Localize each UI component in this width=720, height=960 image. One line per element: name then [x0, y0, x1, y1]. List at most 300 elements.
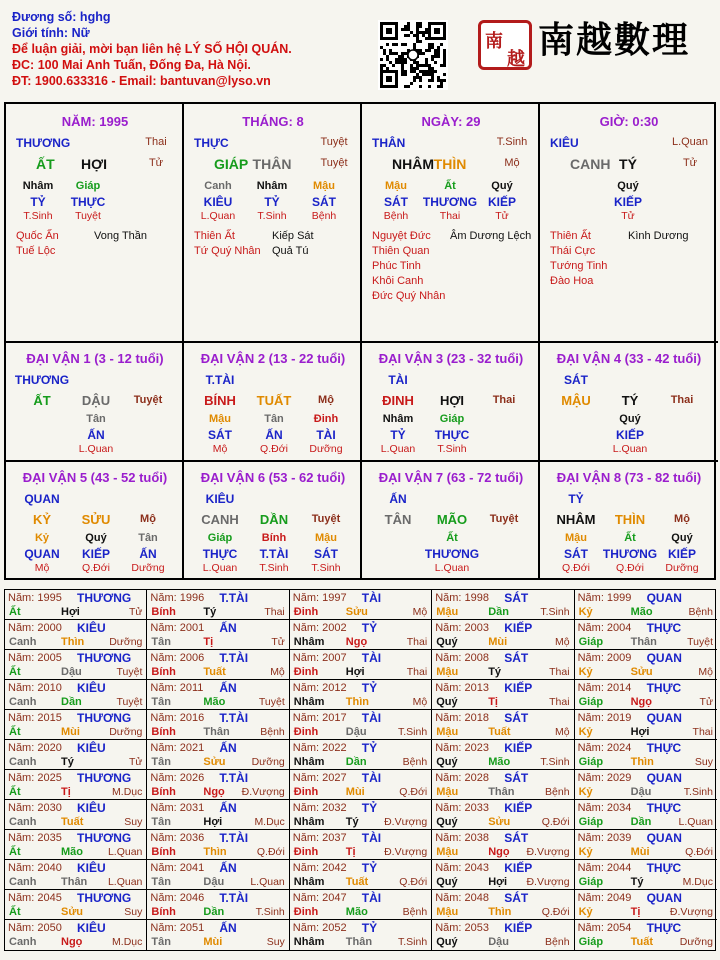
year-stem: Nhâm — [293, 696, 325, 708]
year-stem: Bính — [151, 846, 176, 858]
year-branch: Tị — [345, 846, 356, 858]
year-label: Năm: 2043 — [435, 862, 489, 874]
hidden-stem-stem: Tân — [138, 532, 158, 544]
heavenly-stem: BÍNH — [204, 393, 236, 408]
year-label: Năm: 2033 — [435, 802, 489, 814]
year-branch: Ngọ — [630, 696, 652, 708]
year-label: Năm: 1999 — [577, 592, 632, 604]
year-branch: Sửu — [630, 666, 653, 678]
hidden-stem-god: T.TÀI — [259, 547, 289, 561]
year-stage: Dưỡng — [109, 726, 143, 738]
year-cell — [432, 620, 574, 650]
year-ten-god: TÀI — [361, 651, 382, 665]
year-stem: Canh — [9, 876, 37, 888]
stage-label: Thai — [670, 394, 694, 406]
year-stem: Kỷ — [578, 606, 593, 618]
year-cell — [147, 860, 289, 890]
year-cell — [575, 770, 717, 800]
year-stage: Q.Đới — [685, 846, 713, 858]
year-label: Năm: 2046 — [150, 892, 205, 904]
year-branch: Dậu — [345, 726, 367, 738]
pillar-cell — [362, 104, 540, 343]
year-label: Năm: 2011 — [150, 682, 204, 694]
year-cell — [5, 800, 147, 830]
year-stage: Q.Đới — [541, 816, 570, 828]
year-label: Năm: 2004 — [577, 622, 632, 634]
year-branch: Tý — [630, 876, 644, 888]
star-good: Tuế Lộc — [16, 245, 56, 257]
year-ten-god: T.TÀI — [219, 591, 249, 605]
year-ten-god: SÁT — [504, 831, 529, 845]
year-label: Năm: 1996 — [150, 592, 205, 604]
earthly-branch: HỢI — [439, 393, 465, 408]
year-label: Năm: 2039 — [577, 832, 632, 844]
year-ten-god: KIẾP — [504, 921, 533, 935]
year-label: Năm: 2035 — [8, 832, 62, 844]
year-stage: Q.Đới — [541, 906, 570, 918]
year-stage: Suy — [266, 936, 285, 948]
year-label: Năm: 2024 — [577, 742, 632, 754]
stage-label: Mộ — [674, 513, 690, 525]
hidden-stem-god: KIẾP — [667, 547, 697, 561]
year-stem: Quý — [436, 936, 458, 948]
hidden-stem-stem: Mậu — [385, 180, 407, 192]
hidden-stem-god: TỶ — [390, 428, 406, 442]
year-stem: Mậu — [436, 666, 459, 678]
year-stem: Kỷ — [578, 846, 593, 858]
star-good: Thái Cực — [550, 245, 596, 257]
year-cell — [290, 740, 432, 770]
year-cell — [147, 830, 289, 860]
year-branch: Dậu — [61, 666, 82, 678]
year-branch: Tý — [345, 816, 359, 828]
hidden-stem-stem: Tân — [264, 413, 284, 425]
year-label: Năm: 2020 — [8, 742, 62, 754]
year-stem: Bính — [151, 906, 176, 918]
header-line: Đương số: hghg — [12, 10, 111, 24]
year-stage: Thai — [406, 636, 428, 648]
year-stage: Suy — [124, 906, 143, 918]
year-cell — [575, 800, 717, 830]
hidden-stem-stem: Quý — [617, 180, 639, 192]
year-branch: Dậu — [203, 876, 225, 888]
logo-title: 南越數理 — [538, 19, 691, 61]
year-ten-god: SÁT — [504, 891, 529, 905]
year-ten-god: SÁT — [504, 771, 529, 785]
year-cell — [432, 920, 574, 950]
year-cell — [290, 920, 432, 950]
year-stem: Canh — [9, 636, 37, 648]
year-cell — [432, 770, 574, 800]
hidden-stem-stem: Ất — [446, 532, 458, 544]
hidden-stem-stage: Tuyệt — [75, 210, 101, 222]
year-label: Năm: 2006 — [150, 652, 205, 664]
dai-van-cell — [540, 343, 718, 462]
year-stem: Ất — [9, 846, 21, 858]
hidden-stem-stage: T.Sinh — [23, 210, 53, 222]
year-label: Năm: 2017 — [292, 712, 347, 724]
year-label: Năm: 2038 — [435, 832, 489, 844]
year-stem: Quý — [436, 696, 458, 708]
year-label: Năm: 2054 — [577, 922, 632, 934]
year-ten-god: KIẾP — [504, 861, 533, 875]
year-branch: Mão — [203, 696, 226, 708]
hidden-stem-god: THỰC — [202, 547, 238, 561]
year-branch: Thân — [203, 726, 230, 738]
hidden-stem-stem: Mậu — [209, 413, 231, 425]
star-bad: Âm Dương Lệch — [450, 230, 532, 242]
year-branch: Tị — [488, 696, 498, 708]
year-ten-god: QUAN — [646, 591, 682, 605]
hidden-stem-stem: Mậu — [313, 180, 335, 192]
year-stage: Tuyệt — [687, 636, 713, 648]
hidden-stem-stem: Giáp — [75, 180, 101, 192]
hidden-stem-stem: Ất — [444, 180, 456, 192]
year-ten-god: THƯƠNG — [77, 831, 132, 845]
earthly-branch: MÃO — [436, 512, 468, 527]
hidden-stem-god: KIẾP — [81, 547, 111, 561]
year-label: Năm: 2052 — [292, 922, 347, 934]
year-stem: Giáp — [578, 756, 604, 768]
earthly-branch: THÌN — [614, 512, 646, 527]
year-stage: Thai — [264, 606, 285, 618]
year-cell — [5, 830, 147, 860]
earthly-branch: SỬU — [81, 512, 111, 527]
star-good: Đào Hoa — [550, 275, 594, 287]
year-stage: Mộ — [698, 666, 713, 678]
year-stage: Đ.Vượng — [669, 906, 713, 918]
year-branch: Dần — [630, 816, 652, 828]
year-cell — [290, 890, 432, 920]
year-cell — [432, 680, 574, 710]
year-label: Năm: 2009 — [577, 652, 632, 664]
year-ten-god: ẤN — [219, 861, 237, 875]
star-good: Thiên Quan — [372, 245, 430, 257]
year-stem: Mậu — [436, 726, 459, 738]
ten-god: TỶ — [568, 492, 584, 506]
year-cell — [432, 590, 574, 620]
four-pillars-chart — [4, 102, 716, 580]
year-branch: Dần — [203, 906, 225, 918]
year-label: Năm: 2029 — [577, 772, 632, 784]
hidden-stem-stem: Nhâm — [22, 180, 54, 192]
year-branch: Dậu — [488, 936, 509, 948]
year-stage: Mộ — [554, 636, 570, 648]
stage-label: Thai — [492, 394, 516, 406]
hidden-stem-god: KIÊU — [203, 195, 233, 209]
year-stage: Đ.Vượng — [384, 846, 428, 858]
star-good: Thiên Ất — [550, 230, 591, 242]
hidden-stem-stage: Q.Đới — [260, 443, 288, 455]
hidden-stem-god: SÁT — [312, 195, 336, 209]
year-ten-god: QUAN — [646, 711, 682, 725]
hidden-stem-stage: T.Sinh — [437, 443, 467, 455]
year-stem: Đinh — [293, 786, 319, 798]
year-cell — [290, 830, 432, 860]
year-stem: Bính — [151, 666, 176, 678]
stage-label: Mộ — [318, 394, 334, 406]
year-branch: Thân — [61, 876, 88, 888]
year-cell — [575, 740, 717, 770]
hidden-stem-stage: Dưỡng — [665, 562, 699, 574]
year-branch: Thìn — [630, 756, 654, 768]
year-branch: Thân — [488, 786, 515, 798]
dai-van-cell — [362, 462, 540, 580]
year-stem: Đinh — [293, 906, 319, 918]
year-cell — [147, 890, 289, 920]
star-good: Quốc Ấn — [16, 230, 59, 242]
year-ten-god: KIÊU — [77, 861, 106, 875]
hidden-stem-stage: L.Quan — [612, 443, 648, 455]
ten-god: THƯƠNG — [14, 373, 70, 387]
year-ten-god: ẤN — [219, 921, 237, 935]
year-branch: Dần — [61, 696, 82, 708]
ten-god: TÀI — [388, 373, 408, 387]
hidden-stem-god: KIẾP — [487, 195, 517, 209]
year-label: Năm: 2008 — [435, 652, 489, 664]
pillar-header: NGÀY: 29 — [421, 114, 481, 129]
hidden-stem-stage: L.Quan — [78, 443, 114, 455]
hidden-stem-stem: Quý — [619, 413, 641, 425]
year-stem: Nhâm — [293, 876, 325, 888]
hidden-stem-god: THƯƠNG — [424, 547, 480, 561]
year-stem: Đinh — [293, 606, 319, 618]
year-branch: Mùi — [630, 846, 650, 858]
ten-god: T.TÀI — [205, 373, 235, 387]
year-stem: Giáp — [578, 936, 604, 948]
year-stage: Tuyệt — [258, 696, 285, 708]
year-stem: Nhâm — [293, 816, 325, 828]
year-ten-god: TỶ — [361, 681, 378, 695]
year-stage: L.Quan — [107, 846, 143, 858]
star-good: Tướng Tinh — [550, 260, 608, 272]
year-stem: Mậu — [436, 906, 459, 918]
year-stage: T.Sinh — [398, 936, 428, 948]
year-branch: Tý — [61, 756, 74, 768]
hidden-stem-stage: T.Sinh — [257, 210, 287, 222]
year-cell — [290, 650, 432, 680]
year-stage: M.Dục — [682, 876, 713, 888]
year-stem: Bính — [151, 786, 176, 798]
year-ten-god: TÀI — [361, 591, 382, 605]
year-label: Năm: 2001 — [150, 622, 205, 634]
year-stage: Tử — [128, 606, 143, 618]
hidden-stem-stage: Q.Đới — [616, 562, 644, 574]
year-ten-god: KIÊU — [77, 921, 106, 935]
year-cell — [147, 590, 289, 620]
year-stem: Kỷ — [578, 726, 593, 738]
year-stage: M.Dục — [112, 786, 143, 798]
year-cell — [432, 800, 574, 830]
year-label: Năm: 2000 — [8, 622, 62, 634]
star-good: Nguyệt Đức — [372, 230, 431, 242]
year-branch: Hợi — [61, 606, 80, 618]
year-branch: Tị — [203, 636, 214, 648]
year-branch: Thìn — [61, 636, 85, 648]
year-label: Năm: 2016 — [150, 712, 205, 724]
year-stem: Canh — [9, 696, 37, 708]
heavenly-stem: TÂN — [384, 512, 412, 527]
year-stem: Ất — [9, 606, 21, 618]
year-cell — [147, 650, 289, 680]
year-stem: Ất — [9, 666, 21, 678]
hidden-stem-stage: Mộ — [34, 562, 50, 574]
year-branch: Mùi — [488, 636, 508, 648]
year-ten-god: KIẾP — [504, 681, 533, 695]
star-bad: Vong Thần — [94, 230, 148, 242]
year-stem: Ất — [9, 726, 21, 738]
year-stage: T.Sinh — [255, 906, 285, 918]
year-stage: L.Quan — [678, 816, 713, 828]
year-stage: Tử — [271, 636, 285, 648]
star-good: Khôi Canh — [372, 275, 424, 287]
dai-van-header: ĐẠI VẬN 2 (13 - 22 tuổi) — [200, 351, 346, 366]
year-ten-god: SÁT — [504, 711, 529, 725]
year-cell — [432, 710, 574, 740]
year-cell — [290, 710, 432, 740]
year-ten-god: TÀI — [361, 771, 382, 785]
year-cell — [5, 740, 147, 770]
year-label: Năm: 2002 — [292, 622, 347, 634]
year-branch: Mão — [61, 846, 83, 858]
year-stem: Tân — [151, 636, 171, 648]
year-ten-god: TÀI — [361, 711, 382, 725]
year-cell — [5, 650, 147, 680]
year-stage: Thai — [692, 726, 713, 738]
year-cell — [432, 860, 574, 890]
year-stage: Mộ — [554, 726, 570, 738]
year-ten-god: THƯƠNG — [77, 711, 132, 725]
year-label: Năm: 2031 — [150, 802, 205, 814]
year-branch: Thìn — [345, 696, 370, 708]
year-branch: Mão — [488, 756, 511, 768]
heavenly-stem: MẬU — [561, 393, 591, 408]
year-cell — [5, 590, 147, 620]
year-cell — [5, 890, 147, 920]
stage-label: Thai — [145, 136, 167, 148]
year-label: Năm: 2048 — [435, 892, 489, 904]
pillar-header: THÁNG: 8 — [242, 114, 304, 129]
year-stage: Bệnh — [402, 756, 428, 768]
year-branch: Mùi — [61, 726, 80, 738]
year-ten-god: T.TÀI — [219, 771, 249, 785]
dai-van-cell — [362, 343, 540, 462]
year-cell — [575, 620, 717, 650]
year-stem: Nhâm — [293, 636, 325, 648]
hidden-stem-stem: Ất — [624, 532, 636, 544]
hidden-stem-god: THỰC — [434, 428, 470, 442]
year-stem: Đinh — [293, 666, 319, 678]
hidden-stem-god: KIẾP — [613, 195, 643, 209]
year-ten-god: T.TÀI — [219, 891, 249, 905]
dai-van-cell — [184, 462, 362, 580]
year-cell — [5, 860, 147, 890]
year-stem: Giáp — [578, 816, 604, 828]
year-stage: Q.Đới — [399, 876, 428, 888]
year-stem: Mậu — [436, 606, 459, 618]
year-branch: Thìn — [488, 906, 512, 918]
dai-van-header: ĐẠI VẬN 3 (23 - 32 tuổi) — [378, 351, 524, 366]
year-branch: Dậu — [630, 786, 652, 798]
year-stem: Kỷ — [578, 666, 593, 678]
year-cell — [147, 800, 289, 830]
year-branch: Mùi — [203, 936, 223, 948]
year-stage: Bệnh — [545, 936, 570, 948]
year-stem: Tân — [151, 876, 171, 888]
hidden-stem-stem: Quý — [671, 532, 693, 544]
year-stage: Thai — [406, 666, 428, 678]
year-stage: L.Quan — [107, 876, 143, 888]
dai-van-cell — [6, 462, 184, 580]
year-branch: Sửu — [488, 816, 511, 828]
year-label: Năm: 2049 — [577, 892, 632, 904]
year-stage: Dưỡng — [109, 636, 143, 648]
dai-van-cell — [6, 343, 184, 462]
dai-van-header: ĐẠI VẬN 7 (63 - 72 tuổi) — [378, 470, 524, 485]
year-ten-god: KIÊU — [77, 801, 106, 815]
year-ten-god: ẤN — [219, 741, 237, 755]
year-stage: T.Sinh — [398, 726, 428, 738]
earthly-branch: TUẤT — [256, 393, 292, 408]
year-label: Năm: 2018 — [435, 712, 489, 724]
year-stem: Ất — [9, 906, 21, 918]
year-ten-god: KIẾP — [504, 801, 533, 815]
year-ten-god: THỰC — [646, 741, 682, 755]
year-stage: Thai — [549, 696, 570, 708]
stage-label: Tuyệt — [311, 513, 341, 525]
year-ten-god: KIẾP — [504, 741, 533, 755]
year-stage: Dưỡng — [251, 756, 285, 768]
year-stage: Suy — [694, 756, 713, 768]
hidden-stem-stem: Nhâm — [256, 180, 288, 192]
qr-code[interactable] — [378, 20, 448, 90]
year-ten-god: TỶ — [361, 921, 378, 935]
heavenly-stem: NHÂM — [392, 156, 434, 172]
stage-label: Mộ — [140, 513, 156, 525]
year-ten-god: KIẾP — [504, 621, 533, 635]
year-stage: T.Sinh — [683, 786, 713, 798]
dai-van-header: ĐẠI VẬN 4 (33 - 42 tuổi) — [556, 351, 702, 366]
year-cell — [575, 920, 717, 950]
header-line: Để luận giải, mời bạn liên hệ LÝ SỐ HỘI QUÁN. — [12, 42, 292, 56]
hidden-stem-stem: Nhâm — [382, 413, 414, 425]
year-stem: Tân — [151, 936, 171, 948]
stage-label: Tử — [682, 157, 698, 169]
year-cell — [432, 890, 574, 920]
year-label: Năm: 2034 — [577, 802, 632, 814]
stage-label: Tuyệt — [489, 513, 519, 525]
ten-god: KIÊU — [550, 136, 579, 150]
hidden-stem-stem: Canh — [204, 180, 232, 192]
hidden-stem-stem: Giáp — [207, 532, 233, 544]
annual-luck-table — [4, 589, 716, 951]
year-stem: Mậu — [436, 786, 459, 798]
year-stem: Canh — [9, 816, 37, 828]
red-seal-stamp — [478, 20, 532, 70]
year-label: Năm: 2010 — [8, 682, 62, 694]
dai-van-header: ĐẠI VẬN 5 (43 - 52 tuổi) — [22, 470, 168, 485]
year-stem: Ất — [9, 786, 21, 798]
year-cell — [5, 920, 147, 950]
heavenly-stem: ĐINH — [382, 393, 414, 408]
year-branch: Thìn — [203, 846, 227, 858]
year-stem: Giáp — [578, 636, 604, 648]
year-stem: Giáp — [578, 876, 604, 888]
year-stage: Đ.Vượng — [526, 876, 570, 888]
year-cell — [147, 920, 289, 950]
year-stage: Bệnh — [688, 606, 713, 618]
hidden-stem-stage: Mộ — [212, 443, 228, 455]
